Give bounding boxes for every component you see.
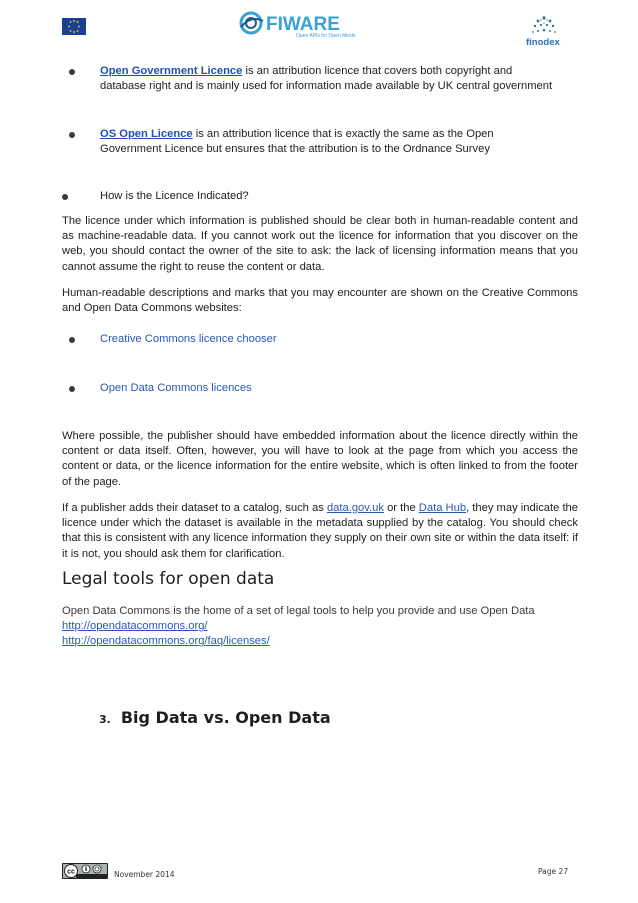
paragraph bbox=[62, 214, 578, 275]
list-item bbox=[62, 127, 578, 159]
footer-date: November 2014 bbox=[114, 870, 175, 879]
data-hub-link[interactable]: Data Hub bbox=[418, 502, 467, 514]
paragraph-text: Human-readable descriptions and marks that you may encounter are shown on the Creative Commons and Open Data Commons websites: bbox=[62, 287, 578, 315]
list-item-text bbox=[100, 127, 578, 157]
fiware-wordmark: FIWARE bbox=[266, 14, 340, 35]
section-question bbox=[62, 189, 578, 205]
bullet-dot bbox=[69, 386, 75, 392]
section-number: 3. bbox=[99, 713, 111, 726]
text-fragment: or the bbox=[383, 502, 419, 514]
bullet-dot bbox=[62, 194, 68, 200]
opendatacommons-link[interactable]: http://opendatacommons.org/ bbox=[62, 620, 208, 633]
section-heading: Legal tools for open data bbox=[62, 569, 275, 589]
open-government-licence-link[interactable]: Open Government Licence bbox=[100, 65, 243, 77]
paragraph-text: The licence under which information is published should be clear both in human-readable content and as machine-readable data. If you cannot work out the licence for information that you discover on the web, you should contact the owner of the site to ask: the lack of licensing information means that you cannot assume the right to reuse the content or data. bbox=[62, 215, 578, 273]
paragraph bbox=[62, 429, 578, 490]
fiware-tagline: Open APIs for Open Minds bbox=[296, 33, 356, 39]
bullet-dot bbox=[69, 69, 75, 75]
paragraph bbox=[62, 501, 578, 562]
section-3-heading bbox=[99, 708, 331, 727]
legal-tools-description: Open Data Commons is the home of a set of legal tools to help you provide and use Open Data bbox=[62, 605, 535, 617]
list-item bbox=[62, 381, 578, 397]
os-open-licence-link[interactable]: OS Open Licence bbox=[100, 128, 193, 140]
opendatacommons-faq-link[interactable]: http://opendatacommons.org/faq/licenses/ bbox=[62, 635, 270, 648]
list-item-line2: database right and is mainly used for information made available by UK central government bbox=[100, 80, 553, 93]
section-title: Big Data vs. Open Data bbox=[120, 708, 331, 727]
paragraph-text bbox=[62, 501, 578, 562]
question-text: How is the Licence Indicated? bbox=[100, 190, 249, 202]
bullet-dot bbox=[69, 132, 75, 138]
fiware-logo bbox=[238, 9, 378, 39]
open-data-commons-licences-link[interactable]: Open Data Commons licences bbox=[100, 382, 252, 394]
finodex-logo bbox=[524, 12, 564, 50]
eu-flag-icon bbox=[62, 18, 86, 35]
footer-page-number: Page 27 bbox=[538, 867, 569, 876]
cc-label: cc bbox=[67, 868, 75, 876]
list-item bbox=[62, 64, 578, 96]
creative-commons-badge-icon bbox=[62, 863, 108, 879]
bullet-dot bbox=[69, 337, 75, 343]
legal-tools-block bbox=[62, 604, 578, 650]
list-item-line2: Government Licence but ensures that the attribution is to the Ordnance Survey bbox=[100, 143, 490, 156]
paragraph bbox=[62, 286, 578, 316]
paragraph-text: Where possible, the publisher should have embedded information about the licence directly within the content or data itself. Often, however, you will have to look at the page from which you access the content or data, or the licence information for the entire website, which is often linked to from the footer of the page. bbox=[62, 430, 578, 488]
list-item-line1: is an attribution licence that is exactly the same as the Open bbox=[192, 128, 494, 140]
list-item bbox=[62, 332, 578, 348]
text-fragment: If a publisher adds their dataset to a catalog, such as bbox=[62, 502, 327, 514]
data-gov-uk-link[interactable]: data.gov.uk bbox=[326, 502, 384, 514]
text-fragment: , they may indicate the licence under which the dataset is available in the metadata supplied by the catalog. You should check that this is consistent with any licence information they supply on their own site or within the data itself: if it is not, you should ask them for clarification. bbox=[62, 502, 579, 560]
finodex-wordmark: finodex bbox=[526, 37, 560, 48]
list-item-text bbox=[100, 64, 578, 94]
creative-commons-chooser-link[interactable]: Creative Commons licence chooser bbox=[100, 333, 277, 345]
list-item-line1: is an attribution licence that covers both copyright and bbox=[242, 65, 513, 77]
